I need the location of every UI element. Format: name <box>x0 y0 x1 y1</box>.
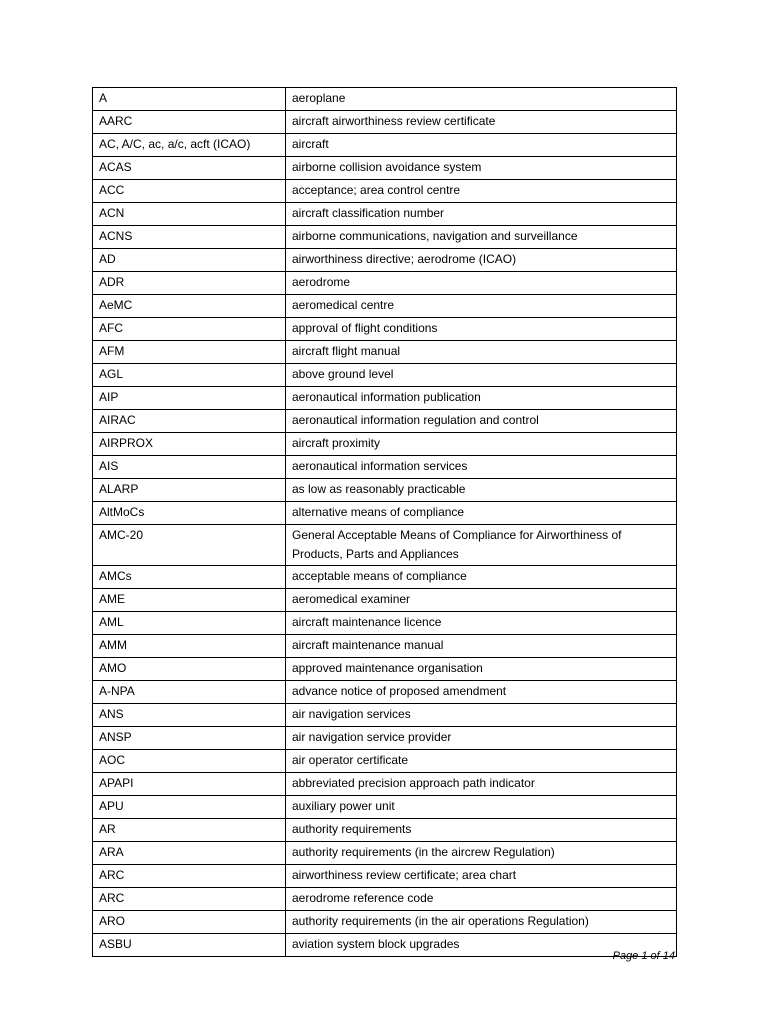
definition-cell: aircraft flight manual <box>286 341 677 364</box>
abbreviation-cell: ANSP <box>93 727 286 750</box>
abbreviation-cell: AARC <box>93 111 286 134</box>
table-row <box>93 272 677 295</box>
abbreviation-cell: A <box>93 88 286 111</box>
definition-cell: aeronautical information regulation and control <box>286 410 677 433</box>
abbreviation-cell: ARC <box>93 865 286 888</box>
definition-cell: aeromedical centre <box>286 295 677 318</box>
abbreviation-cell: ADR <box>93 272 286 295</box>
table-row <box>93 888 677 911</box>
definition-cell: auxiliary power unit <box>286 796 677 819</box>
definition-cell: aircraft classification number <box>286 203 677 226</box>
abbreviation-cell: AMC-20 <box>93 525 286 566</box>
table-row <box>93 635 677 658</box>
definition-cell: authority requirements (in the air operations Regulation) <box>286 911 677 934</box>
abbreviations-table <box>92 87 677 957</box>
abbreviation-cell: AMO <box>93 658 286 681</box>
abbreviation-cell: AR <box>93 819 286 842</box>
table-row <box>93 911 677 934</box>
table-row <box>93 773 677 796</box>
table-row <box>93 750 677 773</box>
definition-cell: abbreviated precision approach path indicator <box>286 773 677 796</box>
abbreviations-table-body <box>93 88 677 957</box>
table-row <box>93 819 677 842</box>
abbreviation-cell: APAPI <box>93 773 286 796</box>
definition-cell: as low as reasonably practicable <box>286 479 677 502</box>
abbreviation-cell: AMM <box>93 635 286 658</box>
definition-cell: aerodrome <box>286 272 677 295</box>
abbreviation-cell: AME <box>93 589 286 612</box>
table-row <box>93 433 677 456</box>
definition-cell: General Acceptable Means of Compliance for Airworthiness of Products, Parts and Appliances <box>286 525 677 566</box>
definition-cell: approval of flight conditions <box>286 318 677 341</box>
page-number: Page 1 of 14 <box>612 950 675 962</box>
abbreviation-cell: AIRAC <box>93 410 286 433</box>
table-row <box>93 704 677 727</box>
definition-cell: aerodrome reference code <box>286 888 677 911</box>
table-row <box>93 589 677 612</box>
abbreviation-cell: AeMC <box>93 295 286 318</box>
table-row <box>93 410 677 433</box>
table-row <box>93 796 677 819</box>
table-row <box>93 525 677 566</box>
definition-cell: aeronautical information publication <box>286 387 677 410</box>
table-row <box>93 865 677 888</box>
abbreviation-cell: ACNS <box>93 226 286 249</box>
table-row <box>93 658 677 681</box>
abbreviation-cell: ACN <box>93 203 286 226</box>
definition-cell: acceptance; area control centre <box>286 180 677 203</box>
abbreviation-cell: A-NPA <box>93 681 286 704</box>
abbreviation-cell: AOC <box>93 750 286 773</box>
table-row <box>93 842 677 865</box>
table-row <box>93 295 677 318</box>
abbreviation-cell: ACC <box>93 180 286 203</box>
definition-cell: airborne communications, navigation and surveillance <box>286 226 677 249</box>
table-row <box>93 934 677 957</box>
table-row <box>93 111 677 134</box>
abbreviation-cell: AD <box>93 249 286 272</box>
definition-cell: air navigation service provider <box>286 727 677 750</box>
definition-cell: alternative means of compliance <box>286 502 677 525</box>
definition-cell: airworthiness directive; aerodrome (ICAO) <box>286 249 677 272</box>
table-row <box>93 364 677 387</box>
definition-cell: authority requirements <box>286 819 677 842</box>
definition-cell: above ground level <box>286 364 677 387</box>
definition-cell: advance notice of proposed amendment <box>286 681 677 704</box>
table-row <box>93 203 677 226</box>
table-row <box>93 249 677 272</box>
abbreviation-cell: ARA <box>93 842 286 865</box>
table-row <box>93 88 677 111</box>
definition-cell: airborne collision avoidance system <box>286 157 677 180</box>
table-row <box>93 479 677 502</box>
abbreviation-cell: AC, A/C, ac, a/c, acft (ICAO) <box>93 134 286 157</box>
abbreviation-cell: APU <box>93 796 286 819</box>
abbreviation-cell: AFM <box>93 341 286 364</box>
abbreviation-cell: AML <box>93 612 286 635</box>
abbreviation-cell: ANS <box>93 704 286 727</box>
abbreviation-cell: AIS <box>93 456 286 479</box>
abbreviation-cell: AGL <box>93 364 286 387</box>
definition-cell: aeroplane <box>286 88 677 111</box>
table-row <box>93 157 677 180</box>
abbreviation-cell: ARO <box>93 911 286 934</box>
definition-cell: aircraft maintenance licence <box>286 612 677 635</box>
table-row <box>93 341 677 364</box>
definition-cell: authority requirements (in the aircrew Regulation) <box>286 842 677 865</box>
table-row <box>93 226 677 249</box>
table-row <box>93 180 677 203</box>
definition-cell: aeronautical information services <box>286 456 677 479</box>
abbreviation-cell: AFC <box>93 318 286 341</box>
definition-cell: aeromedical examiner <box>286 589 677 612</box>
definition-cell: aviation system block upgrades <box>286 934 677 957</box>
table-row <box>93 612 677 635</box>
abbreviation-cell: ACAS <box>93 157 286 180</box>
abbreviation-cell: AIP <box>93 387 286 410</box>
table-row <box>93 387 677 410</box>
table-row <box>93 456 677 479</box>
table-row <box>93 134 677 157</box>
abbreviation-cell: ARC <box>93 888 286 911</box>
definition-cell: aircraft airworthiness review certificate <box>286 111 677 134</box>
definition-cell: airworthiness review certificate; area chart <box>286 865 677 888</box>
definition-cell: approved maintenance organisation <box>286 658 677 681</box>
abbreviation-cell: AIRPROX <box>93 433 286 456</box>
abbreviation-cell: AMCs <box>93 566 286 589</box>
definition-cell: aircraft <box>286 134 677 157</box>
definition-cell: acceptable means of compliance <box>286 566 677 589</box>
abbreviation-cell: ALARP <box>93 479 286 502</box>
abbreviation-cell: ASBU <box>93 934 286 957</box>
table-row <box>93 318 677 341</box>
table-row <box>93 502 677 525</box>
definition-cell: air navigation services <box>286 704 677 727</box>
table-row <box>93 566 677 589</box>
definition-cell: aircraft proximity <box>286 433 677 456</box>
table-row <box>93 727 677 750</box>
definition-cell: aircraft maintenance manual <box>286 635 677 658</box>
table-row <box>93 681 677 704</box>
abbreviation-cell: AltMoCs <box>93 502 286 525</box>
definition-cell: air operator certificate <box>286 750 677 773</box>
